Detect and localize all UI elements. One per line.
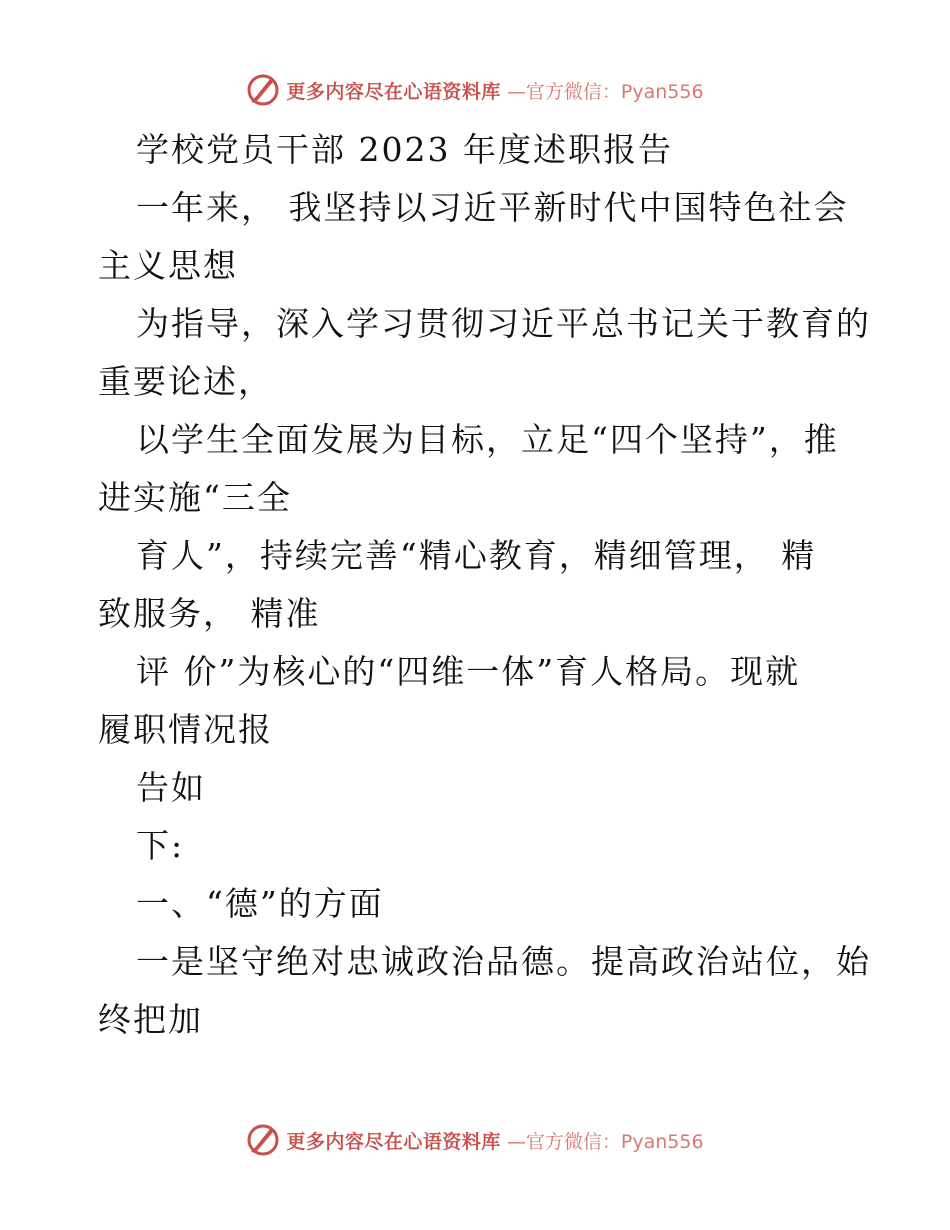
paragraph-line: 重要论述，: [98, 362, 273, 401]
paragraph-line: 履职情况报: [98, 710, 273, 749]
paragraph-line: 为指导，深入学习贯彻习近平总书记关于教育的: [136, 304, 871, 343]
paragraph-line: 一年来， 我坚持以习近平新时代中国特色社会: [136, 188, 849, 227]
header-brand-text: 更多内容尽在心语资料库: [286, 80, 501, 103]
section-heading: 一、“德”的方面: [136, 884, 384, 923]
document-title: 学校党员干部 2023 年度述职报告: [136, 130, 673, 169]
footer-banner: [246, 1123, 703, 1157]
footer-brand-text: 更多内容尽在心语资料库: [286, 1130, 501, 1153]
quill-logo-icon: [246, 73, 280, 107]
page-footer: [0, 1120, 950, 1160]
paragraph-line: 一是坚守绝对忠诚政治品德。提高政治站位，始: [136, 942, 871, 981]
paragraph-line: 评 价”为核心的“四维一体”育人格局。现就: [136, 652, 801, 691]
header-contact-text: —官方微信：Pyan556: [506, 80, 704, 103]
document-body: [98, 121, 871, 1049]
quill-logo-icon: [246, 1123, 280, 1157]
header-banner: [246, 73, 703, 107]
paragraph-line: 告如: [136, 768, 206, 807]
page-header: [0, 70, 950, 110]
paragraph-line: 以学生全面发展为目标，立足“四个坚持”，推: [136, 420, 839, 459]
paragraph-line: 主义思想: [98, 246, 238, 285]
paragraph-line: 致服务， 精准: [98, 594, 321, 633]
paragraph-line: 育人”，持续完善“精心教育，精细管理， 精: [136, 536, 817, 575]
paragraph-line: 下:: [136, 826, 185, 865]
footer-contact-text: —官方微信：Pyan556: [506, 1130, 704, 1153]
paragraph-line: 终把加: [98, 1000, 203, 1039]
paragraph-line: 进实施“三全: [98, 478, 292, 517]
